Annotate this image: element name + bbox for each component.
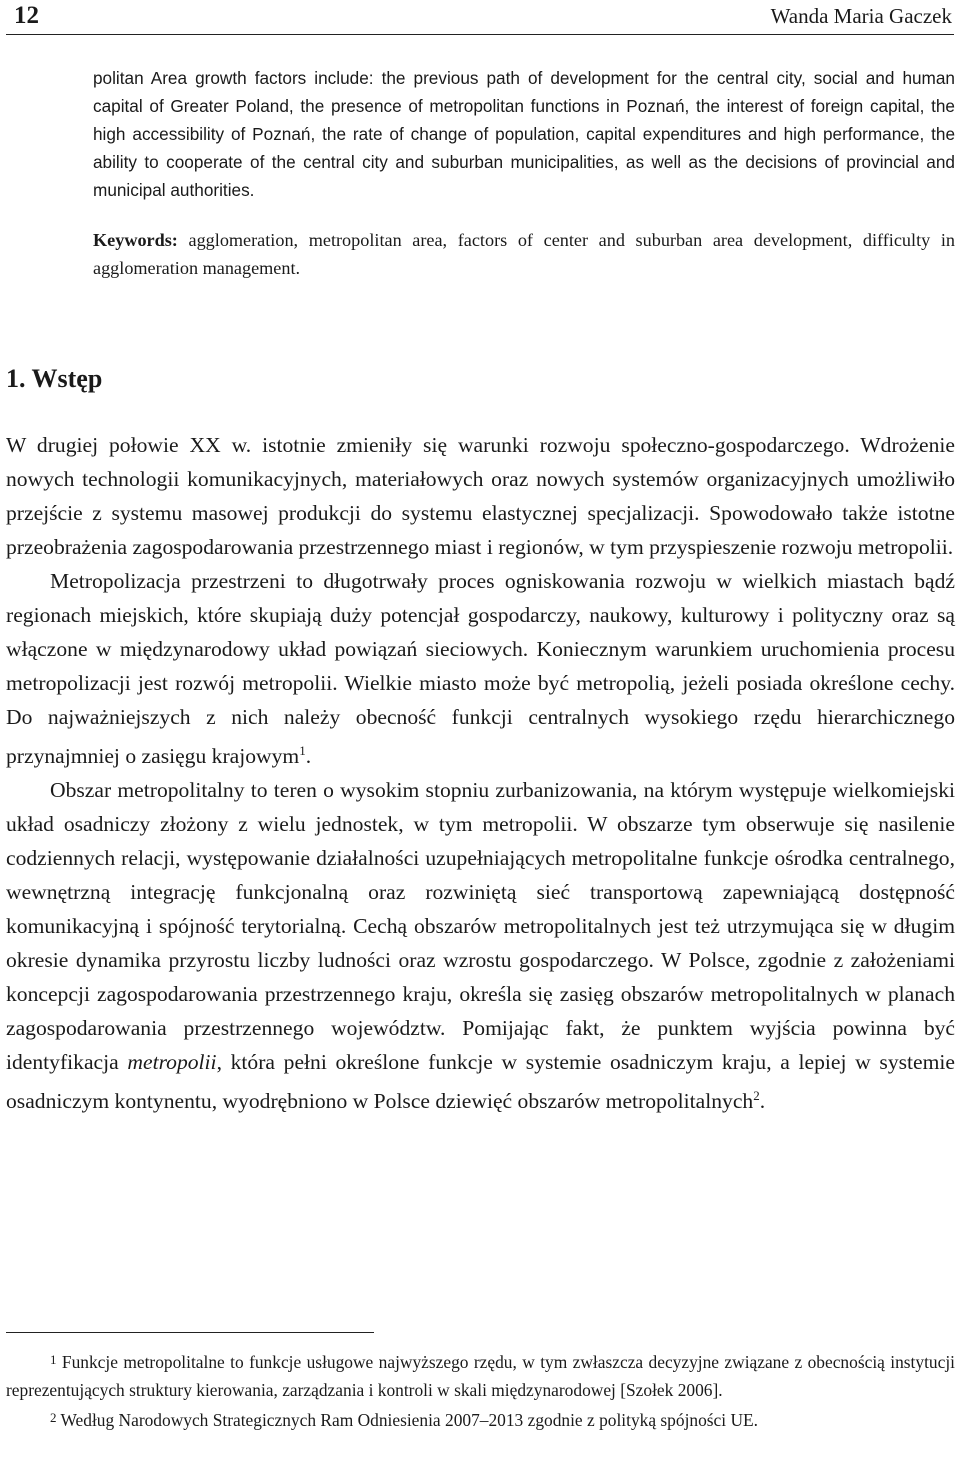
- keywords-text: agglomeration, metropolitan area, factors of center and suburban area development, difficulty in agglomeration management.: [93, 230, 955, 278]
- abstract-english: [93, 64, 955, 204]
- keywords-paragraph: [93, 226, 955, 282]
- keywords-label: Keywords:: [93, 230, 178, 250]
- paragraph-3-end: .: [759, 1089, 766, 1113]
- footnote-1: [6, 1346, 955, 1404]
- section-heading: 1. Wstęp: [6, 364, 103, 393]
- body-paragraph-1: W drugiej połowie XX w. istotnie zmieniły się warunki rozwoju społeczno-gospodarczego. Wdrożenie nowych technologii komunikacyjnych, materiałowych oraz nowych systemów organizacyjnych umożliwiło przejście z systemu masowej produkcji do systemu elastycznej specjalizacji. Spowodowało także istotne przeobrażenia zagospodarowania przestrzennego miast i regionów, w tym przyspieszenie rozwoju metropolii.: [6, 433, 955, 559]
- body-paragraph-3: [6, 773, 955, 1118]
- footnote-ref-1[interactable]: 1: [299, 743, 306, 758]
- paragraph-3-text-a: Obszar metropolitalny to teren o wysokim stopniu zurbanizowania, na którym występuje wielkomiejski układ osadniczy złożony z wielu jednostek, w tym metropolii. W obszarze tym obserwuje się nasilenie codziennych relacji, występowanie działalności uzupełniających metropolitalne funkcje ośrodka centralnego, wewnętrzną integrację funkcjonalną oraz rozwiniętą sieć transportową zapewniającą dostępność komunikacyjną i spójność terytorialną. Cechą obszarów metropolitalnych jest też utrzymująca się w długim okresie dynamika przyrostu liczby ludności oraz wzrostu gospodarczego. W Polsce, zgodnie z założeniami koncepcji zagospodarowania przestrzennego kraju, określa się zasięg obszarów metropolitalnych w planach zagospodarowania przestrzennego województw. Pomijając fakt, że punktem wyjścia powinna być identyfikacja: [6, 778, 955, 1074]
- page-number: 12: [14, 2, 39, 29]
- footnote-2: [6, 1404, 955, 1434]
- footnote-1-mark: 1: [50, 1352, 57, 1367]
- footnote-separator: [6, 1332, 374, 1333]
- footnotes: [6, 1346, 955, 1434]
- paragraph-2-text: Metropolizacja przestrzeni to długotrwały proces ogniskowania rozwoju w wielkich miastach bądź regionach miejskich, które skupiają duży potencjał gospodarczy, naukowy, kulturowy i polityczny oraz są włączone w międzynarodowy układ powiązań sieciowych. Koniecznym warunkiem uruchomienia procesu metropolizacji jest rozwój metropolii. Wielkie miasto może być metropolią, jeżeli posiada określone cechy. Do najważniejszych z nich należy obecność funkcji centralnych wysokiego rzędu hierarchicznego przynajmniej o zasięgu krajowym: [6, 569, 955, 768]
- footnote-1-text: Funkcje metropolitalne to funkcje usługowe najwyższego rzędu, w tym zwłaszcza decyzyjne związane z obecnością instytucji reprezentujących struktury kierowania, zarządzania i kontroli w skali międzynarodowej [Szołek 2006].: [6, 1352, 955, 1400]
- footnote-ref-2[interactable]: 2: [753, 1088, 760, 1103]
- body-text: [6, 428, 955, 1118]
- abstract-paragraph: politan Area growth factors include: the previous path of development for the central city, social and human capital of Greater Poland, the presence of metropolitan functions in Poznań, the interest of foreign capital, the high accessibility of Poznań, the rate of change of population, capital expenditures and high performance, the ability to cooperate of the central city and suburban municipalities, as well as the decisions of provincial and municipal authorities.: [93, 68, 955, 200]
- running-header-author: Wanda Maria Gaczek: [770, 4, 952, 28]
- paragraph-3-text-b: , która pełni określone funkcje w systemie osadniczym kraju, a lepiej w systemie osadniczym kontynentu, wyodrębniono w Polsce dziewięć obszarów metropolitalnych: [6, 1050, 955, 1113]
- paragraph-2-end: .: [305, 744, 312, 768]
- footnote-2-text: Według Narodowych Strategicznych Ram Odniesienia 2007–2013 zgodnie z polityką spójności UE.: [56, 1410, 758, 1430]
- running-header: [6, 0, 954, 35]
- body-paragraph-2: [6, 564, 955, 773]
- paragraph-3-italic-term: metropolii: [127, 1050, 217, 1074]
- keywords-block: [93, 226, 955, 282]
- footnote-2-mark: 2: [50, 1410, 57, 1425]
